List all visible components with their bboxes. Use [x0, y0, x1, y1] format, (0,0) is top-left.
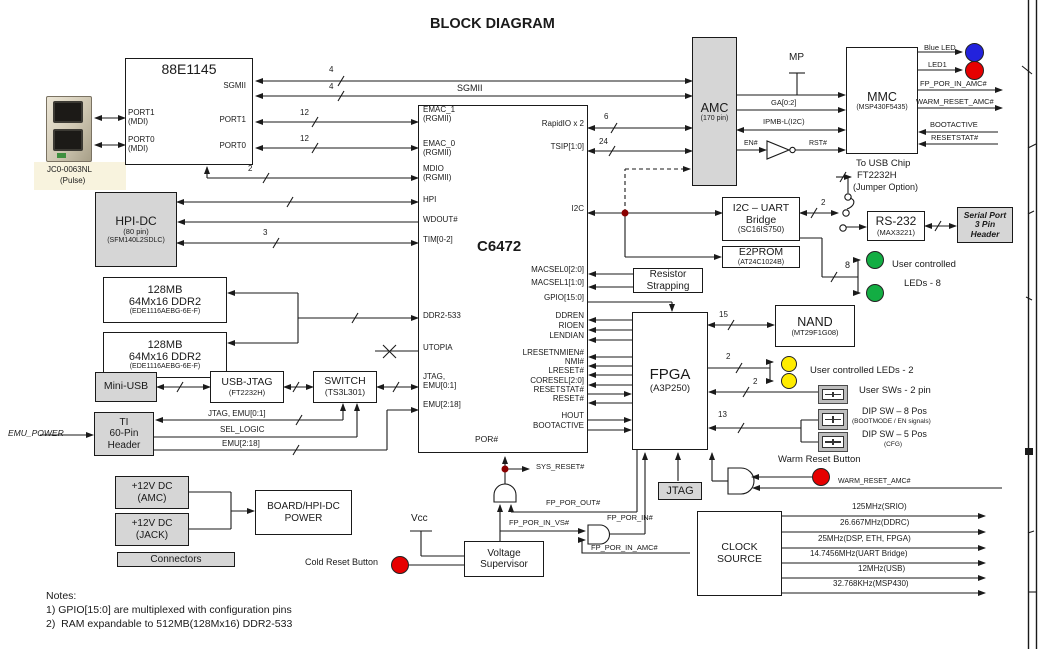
c6472-pin-rapidio: RapidIO x 2 — [541, 119, 584, 128]
bus-width-6-rio: 6 — [604, 112, 609, 121]
signal-fp-por-in-amc: FP_POR_IN_AMC# — [591, 543, 658, 552]
notes-heading: Notes: — [46, 590, 77, 602]
clock-msp430: 32.768KHz(MSP430) — [833, 579, 909, 588]
power-12v-amc — [115, 476, 189, 509]
connectors-legend-text: Connectors — [150, 553, 202, 565]
jtag-header — [658, 482, 702, 500]
usb-jtag-text: USB-JTAG — [221, 375, 273, 388]
jtag-switch-text: SWITCH — [324, 375, 366, 388]
mmc-text: MMC — [867, 89, 897, 104]
user-led-yellow-1 — [781, 356, 797, 372]
c6472-pin-i2c: I2C — [571, 204, 584, 213]
user-sw-dip — [818, 385, 848, 404]
mmc — [846, 47, 918, 154]
signal-rst: RST# — [809, 140, 827, 147]
voltage-supervisor — [464, 541, 544, 577]
jumper-pin — [840, 225, 846, 231]
por-gate — [494, 484, 516, 502]
bus-width-15-nand: 15 — [719, 310, 728, 319]
bus-width-4a: 4 — [329, 65, 334, 74]
jumper-pin — [843, 210, 849, 216]
board-power-text: POWER — [284, 512, 323, 524]
c6472-pin-tim: TIM[0-2] — [423, 235, 453, 244]
resistor-strapping — [633, 268, 703, 293]
signal-sgmii: SGMII — [457, 83, 483, 93]
led1-red — [965, 61, 984, 80]
c6472-pin-emu218: EMU[2:18] — [423, 400, 461, 409]
rj45-led-tab — [57, 153, 66, 158]
bus-width-24-tsip: 24 — [599, 137, 608, 146]
blue-led — [965, 43, 984, 62]
c6472-pin-wdout: WDOUT# — [423, 215, 458, 224]
signal-emu218: EMU[2:18] — [222, 439, 260, 448]
amc-connector-text: (170 pin) — [700, 114, 729, 122]
c6472-pin-reset: RESET# — [552, 394, 584, 403]
nand-flash-text: NAND — [797, 314, 833, 329]
signal-fp-por-out: FP_POR_OUT# — [546, 498, 601, 507]
i2c-uart-bridge — [722, 197, 800, 241]
c6472-pin-lresetnmien: LRESETNMIEN# — [522, 348, 584, 357]
inverter-gate — [767, 141, 789, 159]
e2prom-text: (AT24C1024B) — [737, 258, 785, 266]
i2c-uart-bridge-text: I2C – UART — [732, 201, 790, 214]
resistor-strapping-text: Resistor — [649, 269, 687, 281]
board-power — [255, 490, 352, 535]
ti-60pin-header-text: Header — [107, 439, 141, 451]
signal-ipmb: IPMB-L(I2C) — [763, 117, 805, 126]
phy-pin-port1: PORT1 — [128, 108, 155, 117]
c6472-pin-emac0: EMAC_0 — [423, 139, 456, 148]
nand-flash — [775, 305, 855, 347]
label-user-leds-2: User controlled LEDs - 2 — [810, 365, 914, 376]
warm-reset-button — [812, 468, 830, 486]
rj45-port0-opening — [53, 129, 83, 151]
usb-jtag — [210, 371, 284, 403]
bus-width-12a: 12 — [300, 108, 309, 117]
label-dip-8pos-sub: (BOOTMODE / EN signals) — [852, 418, 931, 425]
phy-pin-port1-mdi: (MDI) — [128, 117, 148, 126]
clock-uart: 14.7456MHz(UART Bridge) — [810, 549, 908, 558]
ti-60pin-header — [94, 412, 154, 456]
c6472-pin-emac1: EMAC_1 — [423, 105, 456, 114]
bus-width-3-tim: 3 — [263, 228, 268, 237]
note-jumper-option: (Jumper Option) — [853, 182, 919, 192]
c6472-pin-coresel: CORESEL[2:0] — [530, 376, 584, 385]
user-sw-dip-panes — [822, 389, 844, 400]
phy-pin-port0-r: PORT0 — [219, 141, 246, 150]
signal-emu-power: EMU_POWER — [8, 428, 64, 438]
phy-88e1145-text: 88E1145 — [161, 61, 217, 77]
hpi-dc-text: (SFM140L2SDLC) — [107, 236, 165, 244]
jtag-header-text: JTAG — [666, 484, 694, 497]
rj45-jack-image — [46, 96, 92, 162]
ddr2-bank-a-text: 128MB — [147, 283, 183, 296]
phy-pin-port0: PORT0 — [128, 135, 155, 144]
ddr2-bank-a-text: (EDE1116AEBG-6E-F) — [129, 308, 201, 316]
rs232 — [867, 211, 925, 241]
c6472-pin-hout: HOUT — [561, 411, 584, 420]
label-dip-5pos: DIP SW – 5 Pos — [862, 429, 927, 439]
dip-sw-5pos-divider — [832, 439, 833, 445]
power-12v-jack-text: +12V DC — [131, 518, 173, 530]
label-user-sws: User SWs - 2 pin — [859, 385, 931, 396]
label-warm-reset: Warm Reset Button — [778, 454, 861, 465]
cold-reset-button — [391, 556, 409, 574]
note-1: 1) GPIO[15:0] are multiplexed with configuration pins — [46, 604, 292, 616]
user-sw-dip-divider — [832, 392, 833, 397]
c6472-pin-macsel1: MACSEL1[1:0] — [531, 278, 584, 287]
warm-reset-and-gate — [728, 468, 754, 494]
clock-ddrc: 26.667MHz(DDRC) — [840, 518, 910, 527]
fpga-text: (A3P250) — [649, 383, 691, 395]
dip-sw-5pos — [818, 432, 848, 452]
rs232-text: RS-232 — [875, 214, 917, 229]
mini-usb — [95, 372, 157, 402]
signal-resetstat-mmc: RESETSTAT# — [931, 133, 979, 142]
bus-width-12b: 12 — [300, 134, 309, 143]
jack-part: JC0-0063NL — [47, 165, 92, 174]
c6472-pin-emac0-rgmii: (RGMII) — [423, 148, 452, 157]
c6472-pin-macsel0: MACSEL0[2:0] — [531, 265, 584, 274]
voltage-supervisor-text: Voltage — [487, 547, 521, 559]
signal-bootactive-mmc: BOOTACTIVE — [930, 120, 978, 129]
signal-fp-por-in-amc-top: FP_POR_IN_AMC# — [920, 79, 987, 88]
clock-source-text: CLOCK — [721, 540, 758, 553]
bus-width-13-dip: 13 — [718, 410, 727, 419]
dip-sw-8pos — [818, 409, 848, 430]
c6472-pin-ddr2: DDR2-533 — [423, 311, 461, 320]
amc-connector-text: AMC — [700, 100, 729, 115]
c6472-pin-mdio-rgmii: (RGMII) — [423, 173, 452, 182]
ddr2-bank-b-text: 64Mx16 DDR2 — [128, 351, 202, 364]
note-ft2232h: FT2232H — [857, 170, 897, 181]
phy-pin-port0-mdi: (MDI) — [128, 144, 148, 153]
ddr2-bank-a-text: 64Mx16 DDR2 — [128, 296, 202, 309]
voltage-supervisor-text: Supervisor — [480, 559, 528, 570]
c6472-pin-utopia: UTOPIA — [423, 343, 453, 352]
serial-port-header-text: 3 Pin — [974, 219, 996, 230]
ti-60pin-header-text: 60-Pin — [109, 428, 139, 440]
mini-usb-text: Mini-USB — [103, 380, 149, 393]
bus-width-2-mdio: 2 — [248, 164, 253, 173]
user-led-green-2 — [866, 284, 884, 302]
signal-fp-por-in-vs: FP_POR_IN_VS# — [509, 518, 570, 527]
serial-port-header — [957, 207, 1013, 243]
e2prom — [722, 246, 800, 268]
dip-sw-8pos-divider — [832, 416, 833, 423]
user-led-green-1 — [866, 251, 884, 269]
power-12v-amc-text: (AMC) — [137, 492, 167, 504]
signal-sys-reset: SYS_RESET# — [536, 462, 585, 471]
power-12v-jack — [115, 513, 189, 546]
hpi-dc-text: HPI-DC — [115, 213, 157, 228]
c6472-pin-bootactive: BOOTACTIVE — [533, 421, 584, 430]
bus-width-4b: 4 — [329, 82, 334, 91]
signal-led1: LED1 — [928, 60, 947, 69]
label-dip-5pos-sub: (CFG) — [884, 441, 903, 448]
resistor-strapping-text: Strapping — [646, 280, 690, 292]
c6472-pin-resetstat: RESETSTAT# — [533, 385, 584, 394]
clock-source — [697, 511, 782, 596]
c6472-pin-nmi: NMI# — [564, 357, 584, 366]
label-leds-8: LEDs - 8 — [904, 278, 941, 289]
bus-width-2-uart: 2 — [821, 198, 826, 207]
hpi-dc — [95, 192, 177, 267]
clock-source-text: SOURCE — [717, 552, 762, 565]
label-dip-8pos: DIP SW – 8 Pos — [862, 406, 927, 416]
power-12v-jack-text: (JACK) — [135, 529, 169, 541]
ddr2-bank-a — [103, 277, 227, 323]
note-2: 2) RAM expandable to 512MB(128Mx16) DDR2-533 — [46, 618, 293, 630]
phy-pin-port1-r: PORT1 — [219, 115, 246, 124]
c6472-pin-tsip: TSIP[1:0] — [550, 142, 584, 151]
amc-connector — [692, 37, 737, 186]
clock-usb: 12MHz(USB) — [858, 564, 906, 573]
jack-brand: (Pulse) — [60, 176, 86, 185]
ti-60pin-header-text: TI — [119, 417, 129, 429]
bus-width-2-sw: 2 — [753, 377, 758, 386]
signal-warm-reset-amc-top: WARM_RESET_AMC# — [916, 97, 994, 106]
signal-en: EN# — [744, 140, 758, 147]
note-to-usb-chip: To USB Chip — [856, 158, 911, 169]
fpga — [632, 312, 708, 450]
ddr2-bank-b-text: (EDE1116AEBG-6E-F) — [129, 363, 201, 371]
signal-blue-led: Blue LED — [924, 43, 956, 52]
dip-sw-5pos-panes — [822, 436, 844, 448]
serial-port-header-text: Header — [970, 228, 1000, 239]
signal-ga: GA[0:2] — [771, 98, 797, 107]
serial-port-header-text: Serial Port — [963, 209, 1007, 220]
signal-mp: MP — [789, 52, 804, 63]
c6472-pin-gpio: GPIO[15:0] — [543, 293, 584, 302]
jtag-switch-text: (TS3L301) — [324, 387, 366, 398]
signal-warm-reset-amc: WARM_RESET_AMC# — [838, 478, 911, 485]
phy-pin-sgmii: SGMII — [223, 81, 246, 90]
c6472-pin-por: POR# — [475, 434, 499, 444]
rs232-text: (MAX3221) — [877, 227, 915, 237]
signal-jtag-emu01: JTAG, EMU[0:1] — [208, 409, 266, 418]
c6472-pin-lreset: LRESET# — [548, 366, 584, 375]
c6472-pin-hpi: HPI — [423, 195, 437, 204]
ddr2-bank-b-text: 128MB — [147, 338, 183, 351]
c6472-pin-lendian: LENDIAN — [549, 331, 584, 340]
mmc-text: (MSP430F5435) — [856, 103, 908, 111]
fp-por-and-gate — [588, 525, 610, 544]
bus-width-2-leds: 2 — [726, 352, 731, 361]
power-12v-amc-text: +12V DC — [131, 481, 173, 493]
c6472-pin-jtag: JTAG, — [423, 372, 446, 381]
c6472-title: C6472 — [477, 238, 522, 255]
jumper-pin — [845, 194, 851, 200]
hpi-dc-text: (80 pin) — [123, 227, 149, 237]
i2c-uart-bridge-text: (SC16IS750) — [737, 225, 785, 235]
c6472-pin-rioen: RIOEN — [558, 321, 584, 330]
clock-dsp: 25MHz(DSP, ETH, FPGA) — [818, 534, 911, 543]
c6472-pin-mdio: MDIO — [423, 164, 444, 173]
nand-flash-text: (MT29F1G08) — [791, 327, 839, 337]
c6472-pin-emu01: EMU[0:1] — [423, 381, 457, 390]
label-cold-reset: Cold Reset Button — [305, 557, 379, 567]
user-led-yellow-2 — [781, 373, 797, 389]
c6472-pin-emac1-rgmii: (RGMII) — [423, 114, 452, 123]
label-user-controlled: User controlled — [892, 259, 956, 270]
board-power-text: BOARD/HPI-DC — [267, 501, 340, 513]
signal-sel-logic: SEL_LOGIC — [220, 425, 265, 434]
fpga-text: FPGA — [649, 366, 691, 384]
dip-sw-8pos-panes — [822, 413, 844, 426]
clock-srio: 125MHz(SRIO) — [852, 502, 907, 511]
signal-vcc: Vcc — [411, 513, 428, 524]
usb-jtag-text: (FT2232H) — [228, 387, 266, 397]
rj45-port1-opening — [53, 101, 83, 123]
jtag-switch — [313, 371, 377, 403]
connectors-legend — [117, 552, 235, 567]
signal-fp-por-in: FP_POR_IN# — [607, 513, 653, 522]
i2c-uart-bridge-text: Bridge — [745, 213, 777, 226]
bus-width-8-leds: 8 — [845, 260, 851, 270]
c6472-pin-ddren: DDREN — [555, 311, 584, 320]
e2prom-text: E2PROM — [738, 246, 784, 259]
page-title: BLOCK DIAGRAM — [430, 16, 555, 32]
